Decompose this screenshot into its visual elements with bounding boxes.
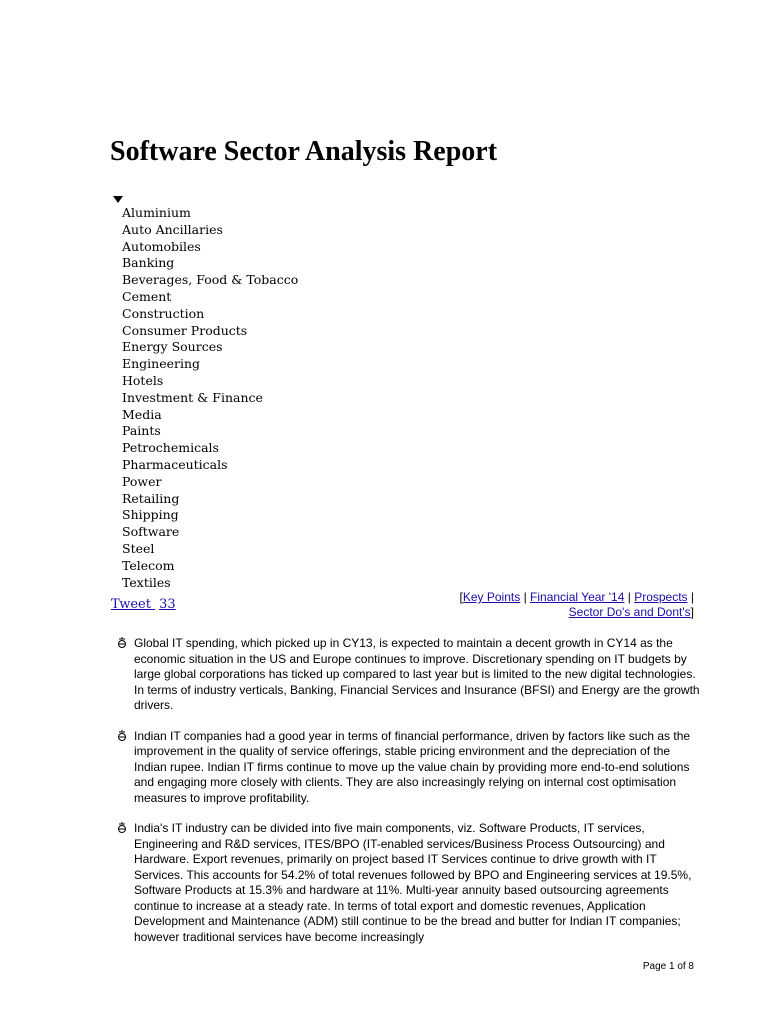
sector-item[interactable]: Hotels (122, 372, 164, 388)
bullet-text: Indian IT companies had a good year in terms of financial performance, driven by factors like such as the improvement in the quality of service offerings, stable pricing environment and the depreciation of the Indian rupee. Indian IT firms continue to move up the value chain by providing more end-to-end solutions and engaging more closely with clients. They are also increasingly relying on internal cost optimisation measures to improve profitability. (134, 728, 691, 805)
sector-item[interactable]: Cement (122, 288, 172, 304)
sector-item[interactable]: Media (122, 406, 162, 422)
sector-item[interactable]: Paints (122, 423, 161, 439)
sector-item[interactable]: Construction (122, 305, 205, 321)
key-points-list (116, 636, 706, 960)
nav-key-points[interactable]: Key Points (462, 590, 521, 604)
bullet-icon (116, 821, 128, 835)
sector-item[interactable]: Power (122, 473, 162, 489)
list-item (116, 729, 706, 807)
sector-item[interactable]: Steel (122, 540, 155, 556)
sector-item[interactable]: Software (122, 524, 180, 540)
sector-item[interactable]: Automobiles (122, 238, 201, 254)
sector-item[interactable]: Consumer Products (122, 322, 248, 338)
nav-dos-donts[interactable]: Sector Do's and Dont's (568, 605, 691, 619)
sector-item[interactable]: Telecom (122, 557, 175, 573)
nav-prospects[interactable]: Prospects (634, 590, 688, 604)
section-nav: [Key Points | Financial Year '14 | Prospects | Sector Do's and Dont's] (459, 590, 694, 619)
sector-item[interactable]: Shipping (122, 507, 179, 523)
list-item (116, 821, 706, 945)
sector-item[interactable]: Beverages, Food & Tobacco (122, 272, 299, 288)
tweet-count[interactable]: 33 (159, 597, 176, 612)
sector-item[interactable]: Aluminium (122, 205, 191, 220)
sector-item[interactable]: Engineering (122, 356, 201, 372)
sector-item[interactable]: Investment & Finance (122, 389, 263, 405)
bullet-text: India's IT industry can be divided into five main components, viz. Software Products, IT services, Engineering and R&D services, ITES/BPO (IT-enabled services/Business Process Outsourcing) and Hardware. Export revenues, primarily on project based IT Services continue to drive growth with IT Services. This accounts for 54.2% of total revenues followed by BPO and Engineering services at 19.5%, Software Products at 15.3% and hardware at 11%. Multi-year annuity based outsourcing agreements continue to increase at a steady rate. In terms of total export and domestic revenues, Application Development and Maintenance (ADM) still continue to be the bread and butter for Indian IT companies; however traditional services have become increasingly (134, 821, 692, 944)
page-title: Software Sector Analysis Report (110, 136, 498, 167)
nav-financial-year[interactable]: Financial Year '14 (530, 590, 625, 604)
sector-item[interactable]: Banking (122, 255, 175, 271)
bullet-icon (116, 729, 128, 743)
sector-item[interactable]: Textiles (122, 574, 171, 590)
sector-item[interactable]: Energy Sources (122, 339, 223, 355)
sector-item[interactable]: Retailing (122, 490, 180, 506)
caret-down-icon[interactable] (113, 196, 123, 203)
tweet-link[interactable]: Tweet (111, 597, 151, 612)
list-item (116, 636, 706, 714)
page-number: Page 1 of 8 (642, 961, 694, 972)
tweet-widget (111, 597, 176, 612)
bullet-icon (116, 636, 128, 650)
bullet-text: Global IT spending, which picked up in CY13, is expected to maintain a decent growth in CY14 as the economic situation in the US and Europe continues to improve. Discretionary spending on IT budgets by large global corporations has ticked up compared to last year but is limited to the new digital technologies. In terms of industry verticals, Banking, Financial Services and Insurance (BFSI) and Energy are the growth drivers. (134, 636, 700, 712)
sector-list (122, 205, 298, 591)
sector-item[interactable]: Auto Ancillaries (122, 221, 223, 237)
sector-item[interactable]: Pharmaceuticals (122, 456, 228, 472)
sector-item[interactable]: Petrochemicals (122, 440, 219, 456)
